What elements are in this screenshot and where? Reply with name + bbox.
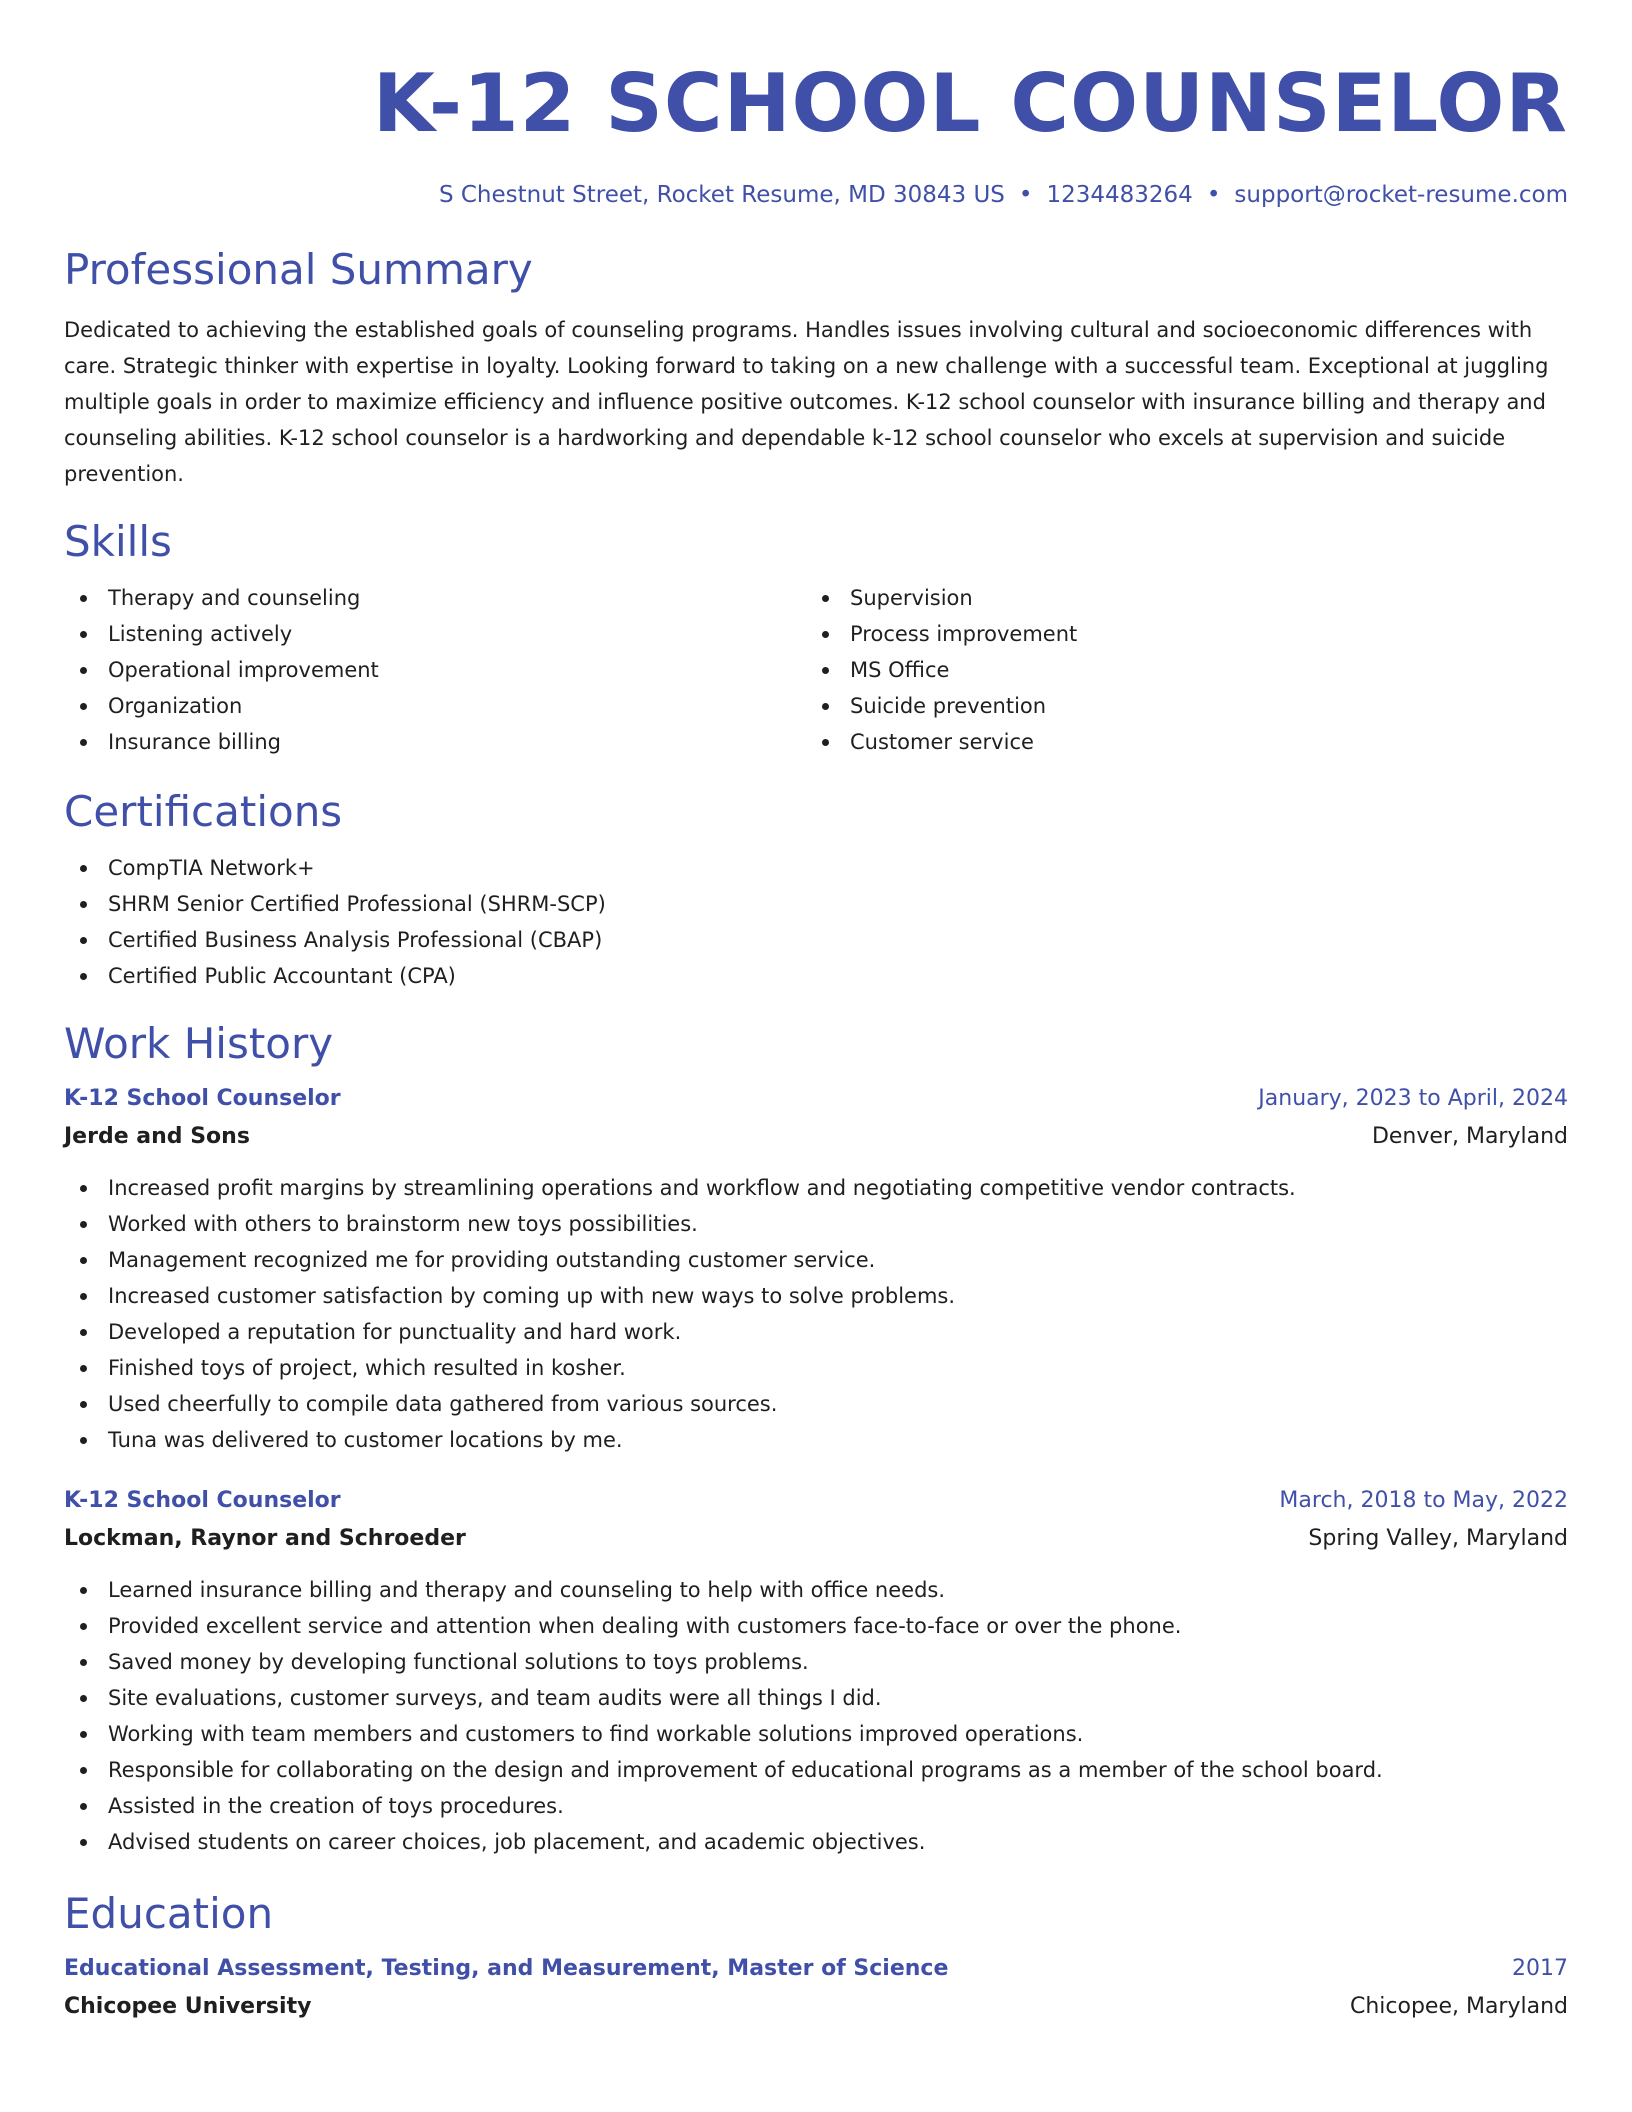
job-duty-item: Assisted in the creation of toys procedures.: [64, 1788, 1568, 1824]
job-duty-item: Site evaluations, customer surveys, and team audits were all things I did.: [64, 1680, 1568, 1716]
job-duties-list: [64, 1170, 1568, 1458]
job-duty-item: Management recognized me for providing outstanding customer service.: [64, 1242, 1568, 1278]
contact-separator: •: [1018, 182, 1033, 208]
job-duty-item: Saved money by developing functional solutions to toys problems.: [64, 1644, 1568, 1680]
job-location: Spring Valley, Maryland: [1308, 1526, 1568, 1551]
resume-title: K-12 SCHOOL COUNSELOR: [372, 57, 1568, 150]
education-school: Chicopee University: [64, 1994, 312, 2019]
job-company: Lockman, Raynor and Schroeder: [64, 1526, 466, 1551]
certification-item: SHRM Senior Certified Professional (SHRM-SCP): [64, 886, 1568, 922]
skills-column-left: [64, 580, 806, 760]
job-title: K-12 School Counselor: [64, 1086, 341, 1111]
job-duty-item: Responsible for collaborating on the design and improvement of educational programs as a member of the school board.: [64, 1752, 1568, 1788]
job-duties-list: [64, 1572, 1568, 1860]
job-dates: January, 2023 to April, 2024: [1258, 1086, 1568, 1111]
skill-item: Operational improvement: [64, 652, 806, 688]
skill-item: Insurance billing: [64, 724, 806, 760]
job-entry: [64, 1080, 1568, 1458]
skill-item: Customer service: [806, 724, 1548, 760]
certifications-section: [64, 786, 1568, 994]
education-section: [64, 1888, 1568, 2026]
work-history-heading: Work History: [64, 1019, 334, 1068]
skill-item: Process improvement: [806, 616, 1548, 652]
job-title-row: [64, 1482, 1568, 1520]
job-duty-item: Working with team members and customers to find workable solutions improved operations.: [64, 1716, 1568, 1752]
job-duty-item: Provided excellent service and attention when dealing with customers face-to-face or over the phone.: [64, 1608, 1568, 1644]
job-duty-item: Used cheerfully to compile data gathered from various sources.: [64, 1386, 1568, 1422]
summary-text: Dedicated to achieving the established goals of counseling programs. Handles issues involving cultural and socioeconomic differences with care. Strategic thinker with expertise in loyalty. Looking forward to taking on a new challenge with a successful team. Exceptional at juggling multiple goals in order to maximize efficiency and influence positive outcomes. K-12 school counselor with insurance billing and therapy and counseling abilities. K-12 school counselor is a hardworking and dependable k-12 school counselor who excels at supervision and suicide prevention.: [64, 318, 1549, 486]
skill-item: MS Office: [806, 652, 1548, 688]
contact-email[interactable]: support@rocket-resume.com: [1234, 182, 1568, 208]
skills-section: [64, 516, 1568, 760]
job-duty-item: Increased customer satisfaction by coming up with new ways to solve problems.: [64, 1278, 1568, 1314]
resume-header: [64, 58, 1568, 210]
certifications-heading: Certifications: [64, 787, 343, 836]
job-duty-item: Worked with others to brainstorm new toys possibilities.: [64, 1206, 1568, 1242]
skills-heading: Skills: [64, 517, 172, 566]
job-dates: March, 2018 to May, 2022: [1279, 1488, 1568, 1513]
job-company-row: [64, 1520, 1568, 1558]
education-heading: Education: [64, 1889, 274, 1938]
job-duty-item: Finished toys of project, which resulted in kosher.: [64, 1350, 1568, 1386]
job-company: Jerde and Sons: [64, 1124, 250, 1149]
job-location: Denver, Maryland: [1371, 1124, 1568, 1149]
skill-item: Organization: [64, 688, 806, 724]
job-duty-item: Developed a reputation for punctuality and hard work.: [64, 1314, 1568, 1350]
education-degree: Educational Assessment, Testing, and Measurement, Master of Science: [64, 1956, 949, 1981]
education-year: 2017: [1512, 1956, 1568, 1981]
job-duty-item: Tuna was delivered to customer locations by me.: [64, 1422, 1568, 1458]
certification-item: Certified Business Analysis Professional (CBAP): [64, 922, 1568, 958]
summary-section: [64, 244, 1568, 492]
contact-address: S Chestnut Street, Rocket Resume, MD 30843 US: [438, 182, 1005, 208]
education-degree-row: [64, 1950, 1568, 1988]
skill-item: Therapy and counseling: [64, 580, 806, 616]
certification-item: Certified Public Accountant (CPA): [64, 958, 1568, 994]
skill-item: Suicide prevention: [806, 688, 1548, 724]
work-history-section: [64, 1018, 1568, 1860]
skills-column-right: [806, 580, 1548, 760]
contact-separator: •: [1206, 182, 1221, 208]
skill-item: Listening actively: [64, 616, 806, 652]
skills-grid: [64, 580, 1568, 760]
education-entry: [64, 1950, 1568, 2026]
contact-line: [64, 180, 1568, 210]
education-school-row: [64, 1988, 1568, 2026]
contact-phone: 1234483264: [1046, 182, 1193, 208]
certification-item: CompTIA Network+: [64, 850, 1568, 886]
job-duty-item: Advised students on career choices, job placement, and academic objectives.: [64, 1824, 1568, 1860]
skills-list-right: [806, 580, 1548, 760]
certifications-list: [64, 850, 1568, 994]
job-entry: [64, 1482, 1568, 1860]
education-location: Chicopee, Maryland: [1349, 1994, 1568, 2019]
skills-list-left: [64, 580, 806, 760]
skill-item: Supervision: [806, 580, 1548, 616]
summary-heading: Professional Summary: [64, 245, 533, 294]
job-title-row: [64, 1080, 1568, 1118]
job-duty-item: Learned insurance billing and therapy and counseling to help with office needs.: [64, 1572, 1568, 1608]
job-title: K-12 School Counselor: [64, 1488, 341, 1513]
job-company-row: [64, 1118, 1568, 1156]
job-duty-item: Increased profit margins by streamlining operations and workflow and negotiating competitive vendor contracts.: [64, 1170, 1568, 1206]
